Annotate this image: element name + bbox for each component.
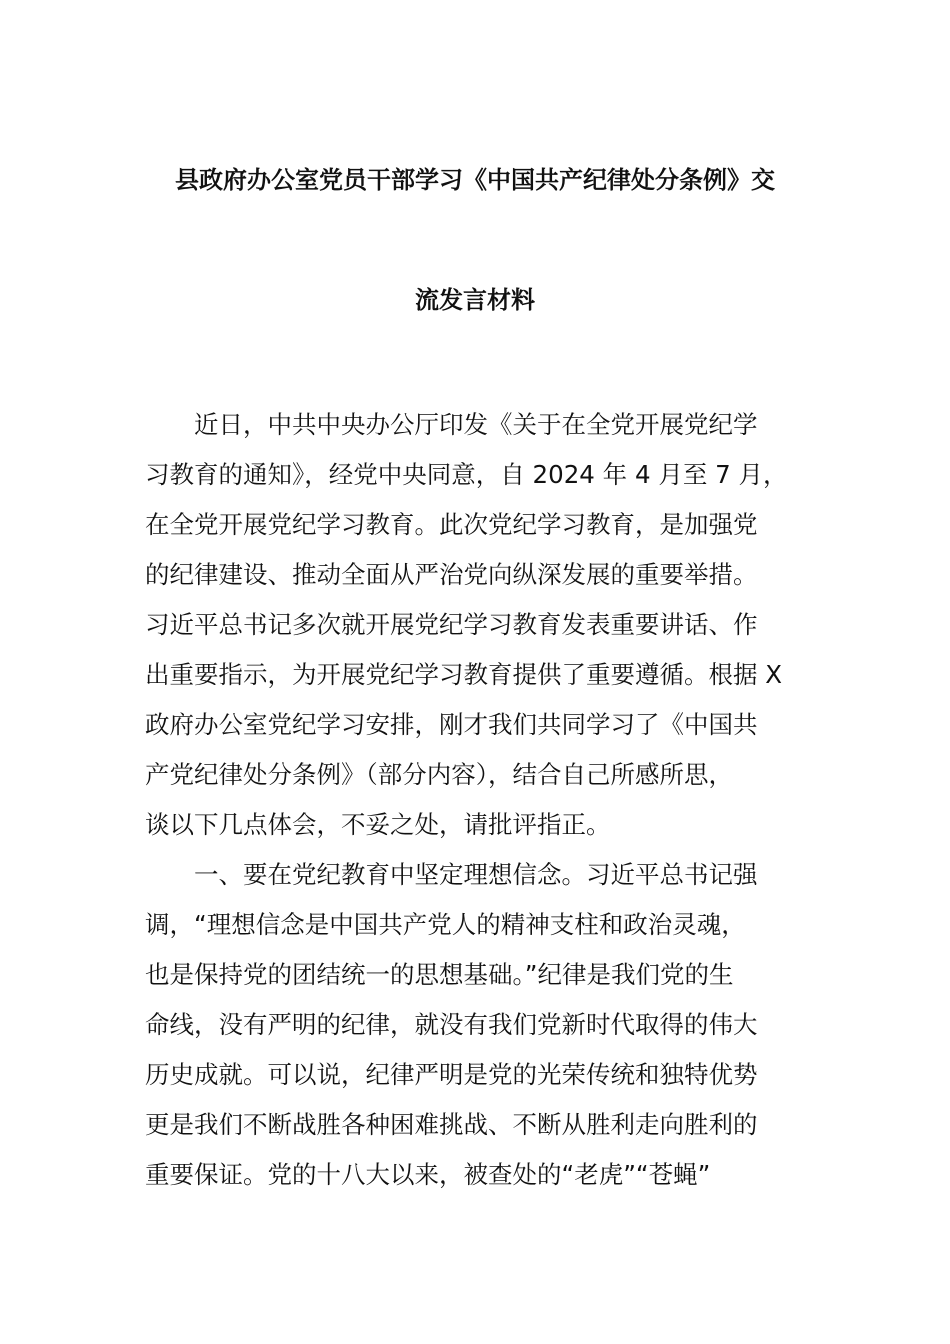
paragraph-line: 重要保证。党的十八大以来，被查处的“老虎”“苍蝇” (145, 1160, 711, 1189)
paragraph-line: 历史成就。可以说，纪律严明是党的光荣传统和独特优势 (145, 1060, 758, 1089)
paragraph-line: 在全党开展党纪学习教育。此次党纪学习教育，是加强党 (145, 510, 758, 539)
paragraph-line: 也是保持党的团结统一的思想基础。”纪律是我们党的生 (145, 960, 734, 989)
paragraph-line: 政府办公室党纪学习安排，刚才我们共同学习了《中国共 (145, 710, 758, 739)
paragraph-line: 习教育的通知》，经党中央同意，自 2024 年 4 月至 7 月， (145, 460, 788, 489)
paragraph-line: 出重要指示，为开展党纪学习教育提供了重要遵循。根据 X (145, 660, 783, 689)
paragraph-1 (145, 400, 835, 850)
document-title-line-2: 流发言材料 (415, 286, 535, 314)
paragraph-2 (145, 850, 835, 1200)
paragraph-line: 的纪律建设、推动全面从严治党向纵深发展的重要举措。 (145, 560, 758, 589)
document-body (145, 400, 835, 1200)
paragraph-line: 习近平总书记多次就开展党纪学习教育发表重要讲话、作 (145, 610, 758, 639)
paragraph-line: 更是我们不断战胜各种困难挑战、不断从胜利走向胜利的 (145, 1110, 758, 1139)
paragraph-line: 调，“理想信念是中国共产党人的精神支柱和政治灵魂， (145, 910, 746, 939)
document-title-line-1: 县政府办公室党员干部学习《中国共产纪律处分条例》交 (175, 166, 775, 194)
paragraph-line: 产党纪律处分条例》（部分内容），结合自己所感所思， (145, 760, 733, 789)
paragraph-line: 命线，没有严明的纪律，就没有我们党新时代取得的伟大 (145, 1010, 758, 1039)
paragraph-line: 一、要在党纪教育中坚定理想信念。习近平总书记强 (194, 860, 758, 889)
paragraph-line: 近日，中共中央办公厅印发《关于在全党开展党纪学 (194, 410, 758, 439)
paragraph-line: 谈以下几点体会，不妥之处，请批评指正。 (145, 810, 611, 839)
